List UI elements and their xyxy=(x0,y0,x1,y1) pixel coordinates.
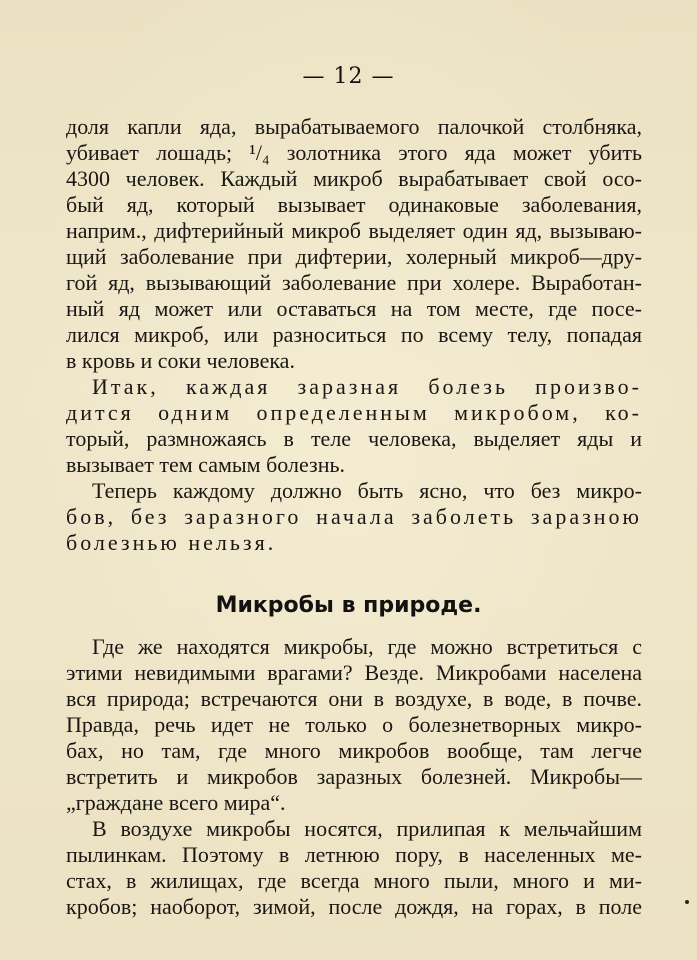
paragraph-5 xyxy=(66,816,642,920)
paragraph-3 xyxy=(66,478,642,556)
text-line: ный яд может или оставаться на том месте, где посе- xyxy=(66,296,642,321)
text-line: В воздухе микробы носятся, прилипая к мельчайшим xyxy=(92,816,642,841)
text-line: лился микроб, или разноситься по всему телу, попадая xyxy=(66,322,642,347)
text-line: торый, размножаясь в теле человека, выделяет яды и xyxy=(66,426,642,451)
text-line: Правда, речь идет не только о болезнетворных микро- xyxy=(66,712,642,737)
text-line: гой яд, вызывающий заболевание при холере. Выработан- xyxy=(66,270,642,295)
text-line: бый яд, который вызывает одинаковые заболевания, xyxy=(66,192,642,217)
text-line: Где же находятся микробы, где можно встретиться с xyxy=(92,634,642,659)
text-line: наприм., дифтерийный микроб выделяет один яд, вызываю- xyxy=(66,218,642,243)
text-line: дится одним определенным микробом, ко- xyxy=(66,400,642,425)
text-line: бов, без заразного начала заболеть заразною xyxy=(66,504,642,529)
text-line: вся природа; встречаются они в воздухе, в воде, в почве. xyxy=(66,686,642,711)
text-line: пылинкам. Поэтому в летнюю пору, в населенных ме- xyxy=(66,842,642,867)
text-line: бах, но там, где много микробов вообще, там легче xyxy=(66,738,642,763)
paragraph-2 xyxy=(66,374,642,478)
text-line: этими невидимыми врагами? Везде. Микробами населена xyxy=(66,660,642,685)
text-line: болезнью нельзя. xyxy=(66,530,277,555)
text-line: стах, в жилищах, где всегда много пыли, много и ми- xyxy=(66,868,642,893)
text-line: убивает лошадь; ¹/₄ золотника этого яда может убить xyxy=(66,140,642,165)
text-line: Итак, каждая заразная болезь произво- xyxy=(92,374,642,399)
section-heading: Микробы в природе. xyxy=(215,593,482,618)
text-line: кробов; наоборот, зимой, после дождя, на горах, в поле xyxy=(66,894,642,919)
page-number: — 12 — xyxy=(302,64,395,89)
text-line: Теперь каждому должно быть ясно, что без микро- xyxy=(92,478,642,503)
text-line: в кровь и соки человека. xyxy=(66,348,295,373)
text-line: встретить и микробов заразных болезней. Микробы— xyxy=(66,764,642,789)
text-line: „граждане всего мира“. xyxy=(66,790,286,815)
paragraph-1 xyxy=(66,114,642,374)
text-line: щий заболевание при дифтерии, холерный микроб—дру- xyxy=(66,244,642,269)
ink-speck xyxy=(685,900,689,904)
paragraph-4 xyxy=(66,634,642,816)
text-line: вызывает тем самым болезнь. xyxy=(66,452,346,477)
text-line: 4300 человек. Каждый микроб вырабатывает свой осо- xyxy=(66,166,642,191)
text-line: доля капли яда, вырабатываемого палочкой столбняка, xyxy=(66,114,642,139)
